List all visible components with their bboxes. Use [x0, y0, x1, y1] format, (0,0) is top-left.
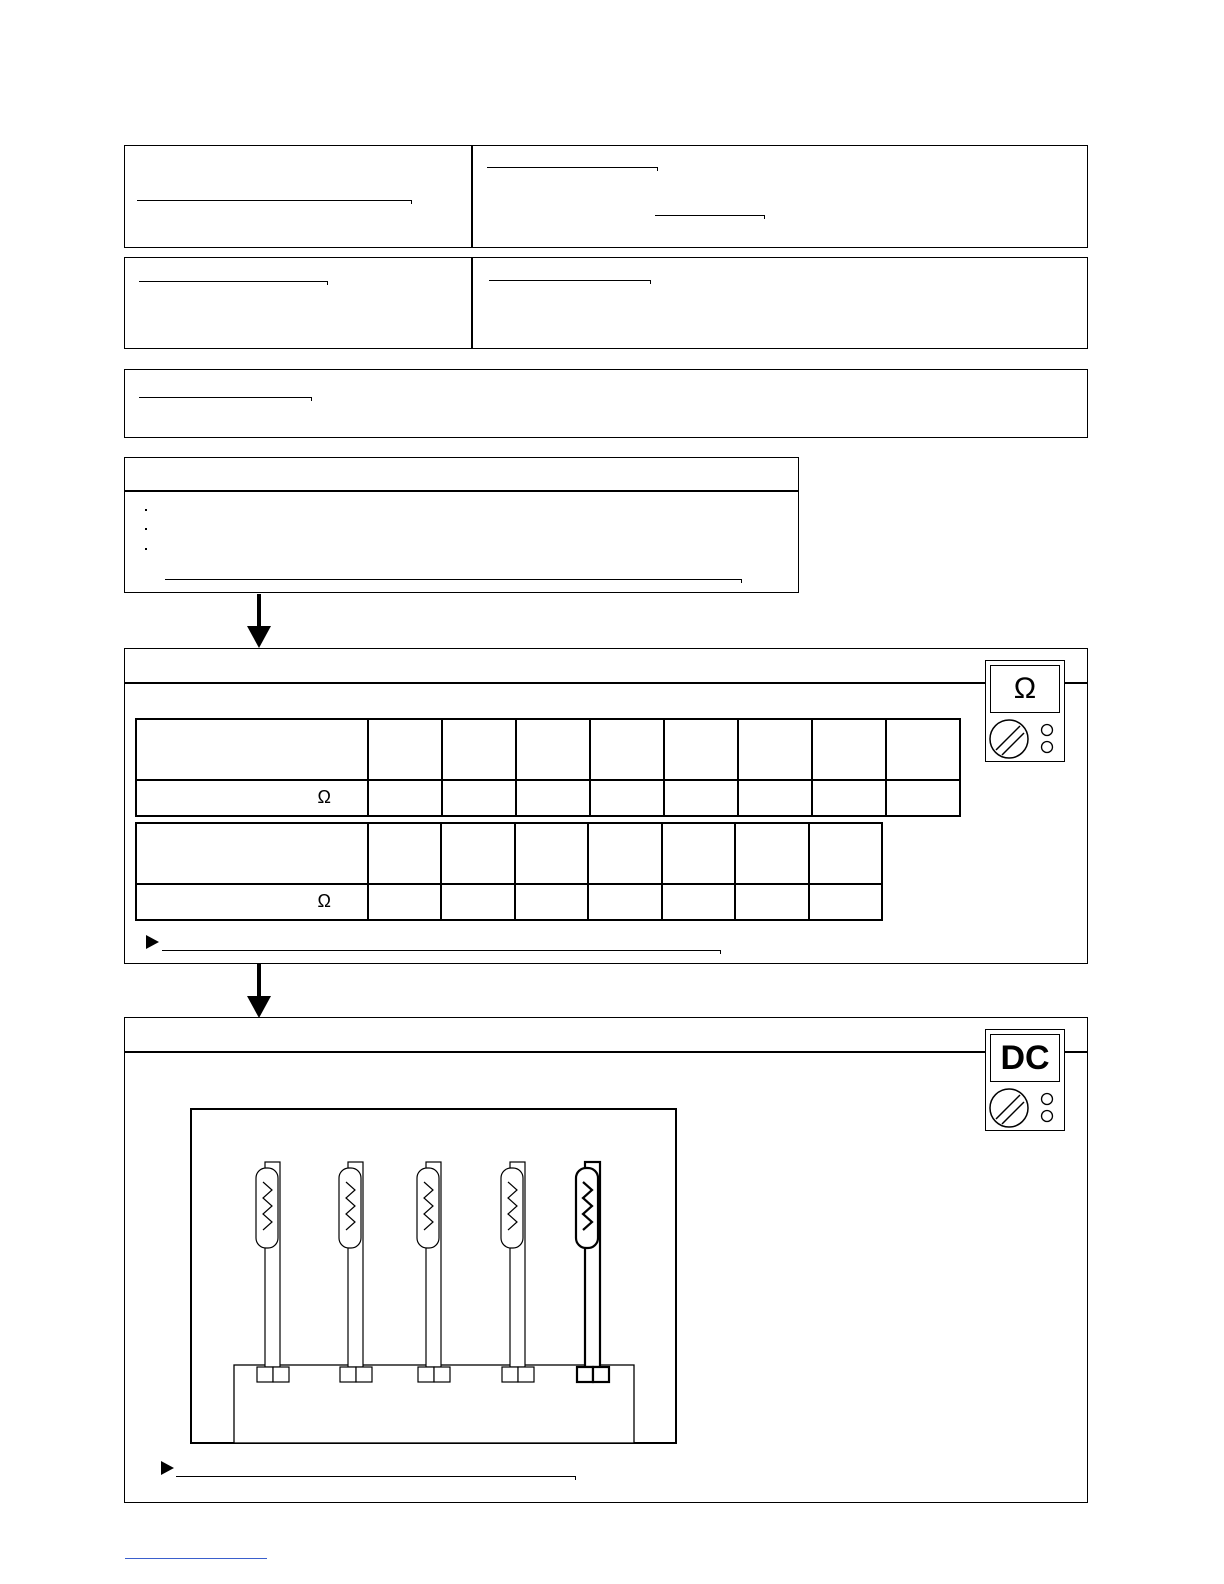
table-cell: [812, 780, 886, 816]
table-cell: [515, 884, 588, 920]
field-line: [137, 200, 411, 201]
table-cell: [516, 719, 590, 780]
flow-arrow-shaft: [257, 964, 261, 998]
table-cell: [809, 823, 882, 884]
table-header-cell: [136, 823, 368, 884]
header-box-3: [124, 369, 1088, 438]
step-2-title-rule: [125, 682, 1087, 684]
result-triangle-icon: [146, 935, 159, 949]
flow-arrow-shaft: [257, 594, 261, 628]
table-header-cell: [136, 719, 368, 780]
resistance-label-cell: [136, 884, 368, 920]
step-1-title-rule: [125, 490, 798, 492]
table-cell: [590, 780, 664, 816]
ohm-unit-label: Ω: [317, 787, 331, 807]
ohm-unit-label: Ω: [317, 891, 331, 911]
header-box-2: [124, 257, 1088, 349]
result-triangle-icon: [161, 1461, 174, 1475]
dc-voltmeter-icon: [985, 1029, 1065, 1131]
table-cell: [590, 719, 664, 780]
table-cell: [368, 823, 441, 884]
list-bullet: [145, 528, 147, 530]
table-cell: [441, 823, 514, 884]
list-bullet: [145, 509, 147, 511]
table-cell: [368, 884, 441, 920]
header-box-1: [124, 145, 1088, 248]
table-cell: [886, 719, 960, 780]
resistance-table-2: [135, 822, 883, 921]
table-cell: [886, 780, 960, 816]
flow-arrow-head: [247, 626, 271, 648]
table-cell: [664, 719, 738, 780]
field-line: [489, 280, 650, 281]
table-cell: [588, 884, 661, 920]
footer-link[interactable]: [125, 1558, 267, 1559]
table-cell: [662, 823, 735, 884]
field-line: [162, 950, 720, 951]
step-1-box: [124, 457, 799, 593]
table-cell: [662, 884, 735, 920]
step-3-title-rule: [125, 1051, 1087, 1053]
resistance-label-cell: [136, 780, 368, 816]
field-line: [176, 1476, 575, 1477]
table-cell: [442, 780, 516, 816]
field-line: [487, 167, 657, 168]
header-divider-1: [471, 146, 473, 247]
table-cell: [515, 823, 588, 884]
header-divider-2: [471, 258, 473, 348]
flow-arrow-head: [247, 996, 271, 1018]
field-line: [139, 397, 311, 398]
table-cell: [442, 719, 516, 780]
table-cell: [738, 719, 812, 780]
table-cell: [441, 884, 514, 920]
table-cell: [368, 719, 442, 780]
table-cell: [516, 780, 590, 816]
ohmmeter-icon: [985, 660, 1065, 762]
table-cell: [809, 884, 882, 920]
sensor-connector-diagram: [190, 1108, 677, 1444]
table-cell: [664, 780, 738, 816]
field-line: [165, 579, 741, 580]
table-cell: [738, 780, 812, 816]
table-cell: [588, 823, 661, 884]
list-bullet: [145, 548, 147, 550]
field-line: [139, 281, 327, 282]
dc-label: DC: [1000, 1038, 1050, 1077]
ohm-symbol: Ω: [1013, 672, 1037, 705]
field-line: [655, 215, 764, 216]
table-cell: [812, 719, 886, 780]
table-cell: [368, 780, 442, 816]
table-cell: [735, 823, 808, 884]
table-cell: [735, 884, 808, 920]
resistance-table-1: [135, 718, 961, 817]
